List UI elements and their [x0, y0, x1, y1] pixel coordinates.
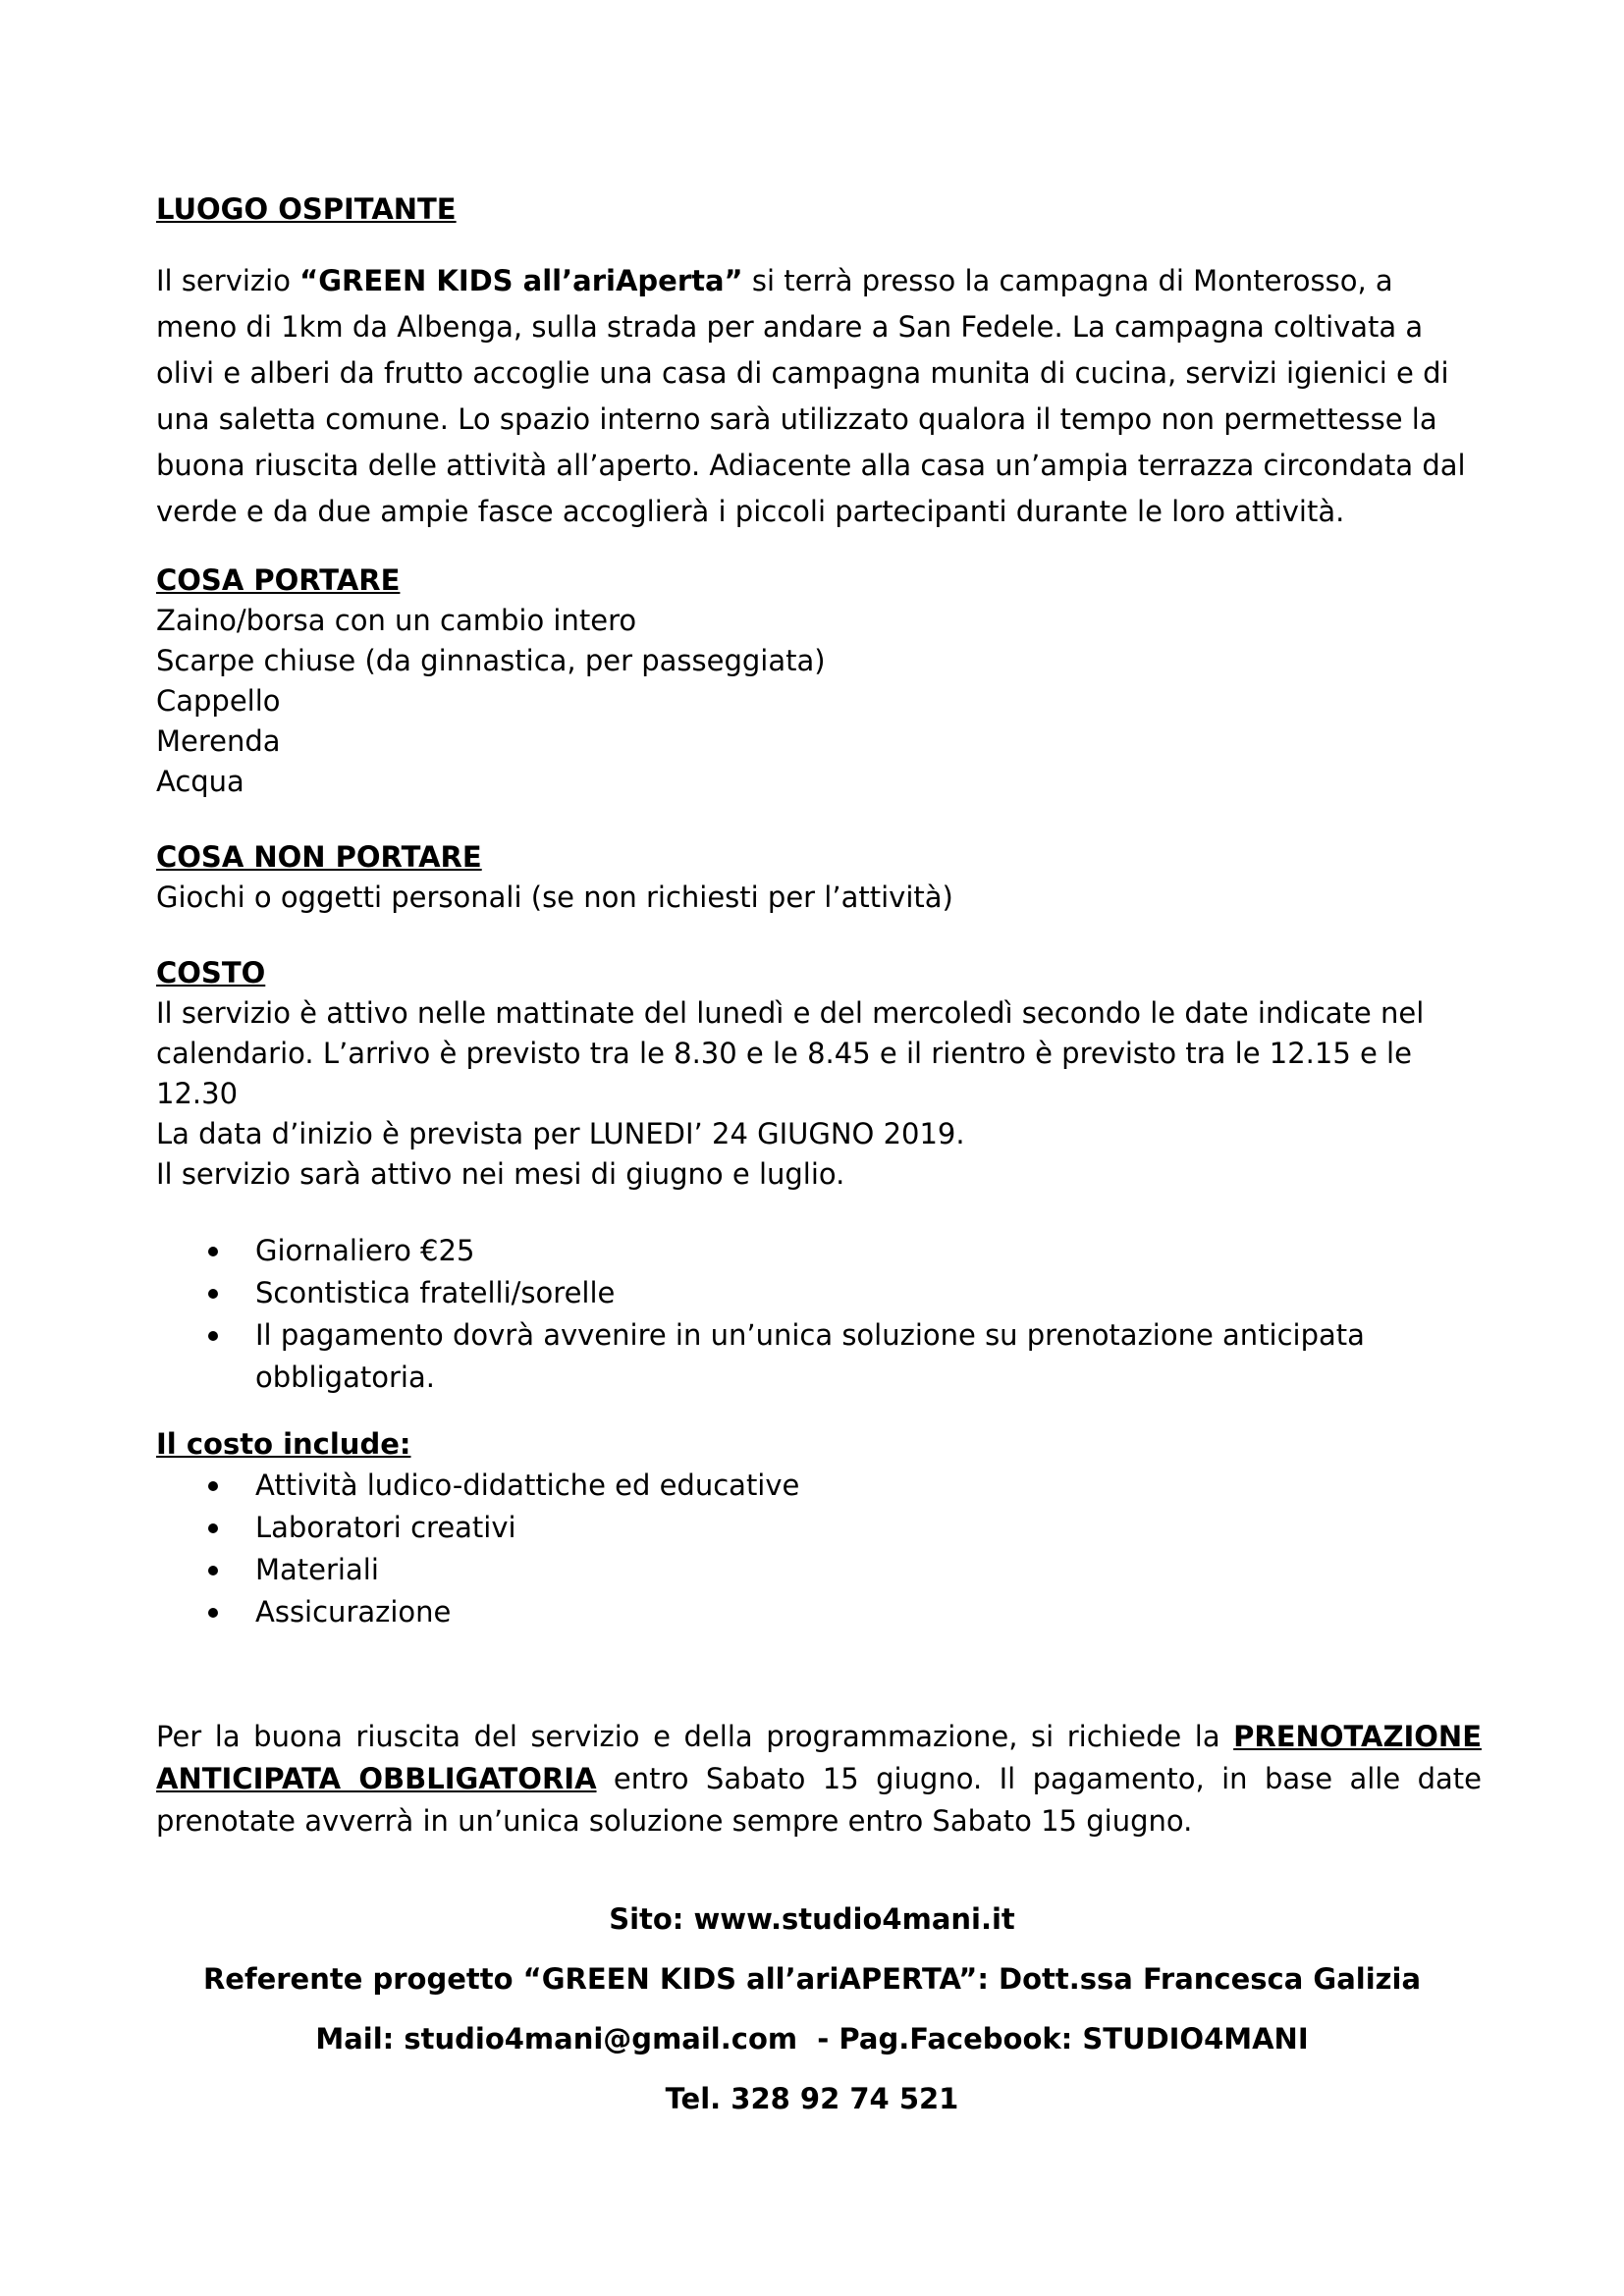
list-item: Acqua	[156, 765, 244, 798]
costo-line: calendario. L’arrivo è previsto tra le 8.30 e le 8.45 e il rientro è previsto tra le 12.15 e le 12.30	[156, 1037, 1412, 1110]
footer-site: Sito: www.studio4mani.it	[609, 1902, 1015, 1936]
prenotazione-rest: entro Sabato 15 giugno. Il pagamento, in base alle date prenotate avverrà in un’unica soluzione sempre entro Sabato 15 giugno.	[156, 1762, 1482, 1838]
list-item: Cappello	[156, 684, 281, 718]
list-cosa-portare	[156, 601, 1482, 802]
bullet-item	[156, 1314, 1482, 1399]
bullet-text: Attività ludico-didattiche ed educative	[255, 1468, 800, 1502]
costo-include-bullet-list	[156, 1465, 1482, 1633]
costo-line: Il servizio è attivo nelle mattinate del lunedì e del mercoledì secondo le date indicate nel	[156, 996, 1425, 1030]
bullet-item	[156, 1465, 1482, 1507]
costo-line: Il servizio sarà attivo nei mesi di giugno e luglio.	[156, 1157, 845, 1191]
footer-contacts: Mail: studio4mani@gmail.com - Pag.Facebook: STUDIO4MANI	[315, 2022, 1309, 2056]
costo-description	[156, 993, 1482, 1195]
bullet-icon	[208, 1566, 218, 1575]
heading-costo: COSTO	[156, 956, 266, 989]
heading-costo-include: Il costo include:	[156, 1427, 411, 1461]
footer-referent: Referente progetto “GREEN KIDS all’ariAPERTA”: Dott.ssa Francesca Galizia	[202, 1962, 1422, 1996]
contact-footer	[0, 1890, 1624, 2129]
bullet-text: Il pagamento dovrà avvenire in un’unica soluzione su prenotazione anticipata obbligatoria.	[255, 1318, 1365, 1394]
bullet-icon	[208, 1331, 218, 1341]
heading-luogo-ospitante: LUOGO OSPITANTE	[156, 192, 457, 226]
bullet-text: Scontistica fratelli/sorelle	[255, 1276, 616, 1309]
bullet-icon	[208, 1523, 218, 1533]
bullet-icon	[208, 1608, 218, 1618]
list-item: Zaino/borsa con un cambio intero	[156, 604, 637, 637]
heading-cosa-portare: COSA PORTARE	[156, 563, 401, 597]
bullet-text: Laboratori creativi	[255, 1511, 516, 1544]
list-cosa-non-portare	[156, 878, 1482, 918]
bullet-text: Materiali	[255, 1553, 379, 1586]
bullet-item	[156, 1272, 1482, 1314]
luogo-description: si terrà presso la campagna di Monterosso, a meno di 1km da Albenga, sulla strada per andare a San Fedele. La campagna coltivata a olivi e alberi da frutto accoglie una casa di campagna munita di cucina, servizi igienici e di una saletta comune. Lo spazio interno sarà utilizzato qualora il tempo non permettesse la buona riuscita delle attività all’aperto. Adiacente alla casa un’ampia terrazza circondata dal verde e da due ampie fasce accoglierà i piccoli partecipanti durante le loro attività.	[156, 264, 1466, 528]
list-item: Merenda	[156, 724, 281, 758]
bullet-item	[156, 1549, 1482, 1591]
bullet-item	[156, 1230, 1482, 1272]
bullet-icon	[208, 1481, 218, 1491]
bullet-item	[156, 1591, 1482, 1633]
footer-phone: Tel. 328 92 74 521	[665, 2082, 959, 2115]
prenotazione-prefix: Per la buona riuscita del servizio e della programmazione, si richiede la	[156, 1720, 1234, 1753]
document-body	[156, 187, 1482, 1842]
heading-cosa-non-portare: COSA NON PORTARE	[156, 840, 482, 874]
luogo-intro-prefix: Il servizio	[156, 264, 300, 297]
bullet-icon	[208, 1247, 218, 1256]
bullet-item	[156, 1507, 1482, 1549]
paragraph-luogo	[156, 258, 1482, 535]
prenotazione-emphasis: PRENOTAZIONE ANTICIPATA OBBLIGATORIA	[156, 1720, 1482, 1795]
service-name: “GREEN KIDS all’ariAperta”	[299, 264, 743, 297]
bullet-text: Assicurazione	[255, 1595, 452, 1629]
list-item: Scarpe chiuse (da ginnastica, per passeggiata)	[156, 644, 826, 677]
costo-bullet-list	[156, 1230, 1482, 1399]
bullet-icon	[208, 1289, 218, 1299]
paragraph-prenotazione	[156, 1716, 1482, 1842]
list-item: Giochi o oggetti personali (se non richiesti per l’attività)	[156, 881, 953, 914]
costo-line: La data d’inizio è prevista per LUNEDI’ 24 GIUGNO 2019.	[156, 1117, 965, 1150]
bullet-text: Giornaliero €25	[255, 1234, 475, 1267]
